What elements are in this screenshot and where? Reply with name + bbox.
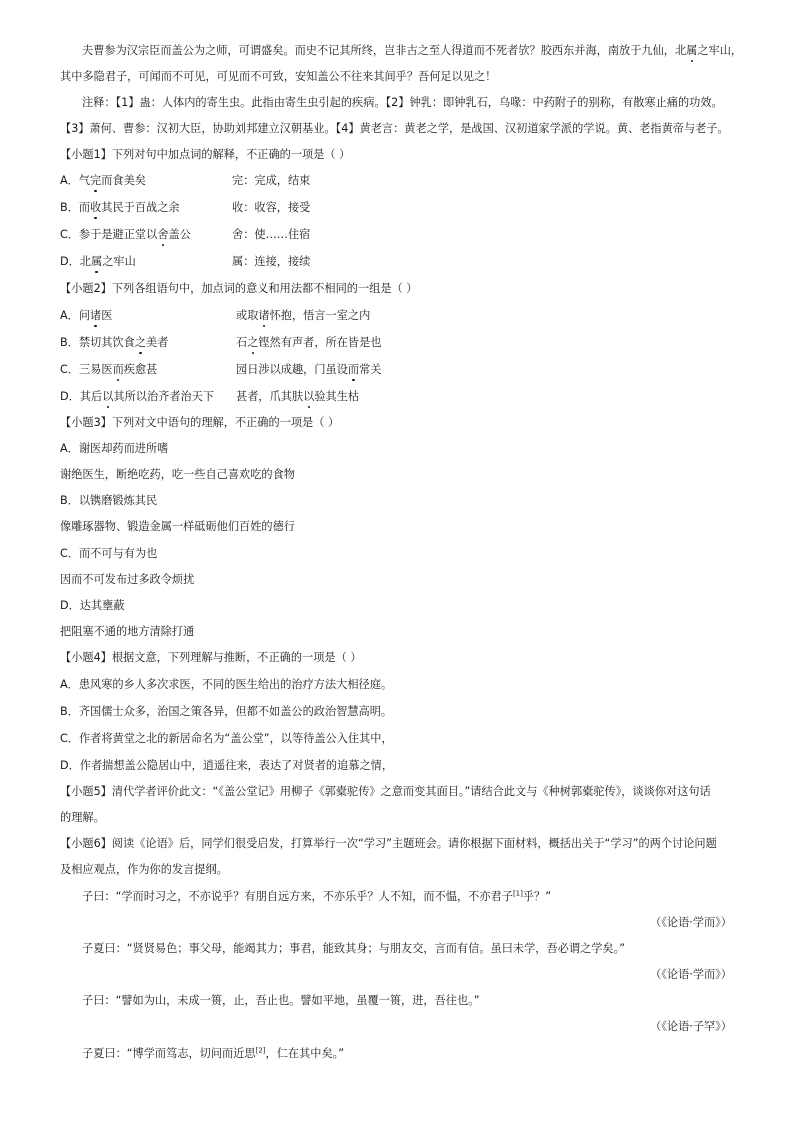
option-text: 石 — [236, 336, 248, 349]
emphasis-char: 以 — [102, 390, 114, 403]
option-right — [236, 389, 359, 405]
passage-text: 之牢山， — [697, 44, 743, 57]
footnote-ref: [1] — [512, 889, 523, 898]
option-text: 其所以治齐者治天下 — [113, 390, 215, 403]
quote-text: ，仁在其中矣。” — [265, 1047, 345, 1060]
q3-answer-a: 谢绝医生，断绝吃药，吃一些自己喜欢吃的食物 — [60, 468, 295, 481]
q3-answer-d: 把阻塞不通的地方清除打通 — [60, 625, 195, 638]
emphasis-char: 而 — [347, 363, 360, 376]
option-right — [236, 335, 381, 351]
q1-option-d — [60, 254, 736, 270]
option-text: 怀抱，悟言一室之内 — [269, 309, 371, 322]
q1-option-b — [60, 200, 736, 216]
option-gloss: 舍：使……住宿 — [232, 228, 311, 241]
q6-source-2: （《论语·学而》） — [650, 968, 732, 981]
notes-line-2: 【3】萧何、曹参：汉初大臣，协助刘邦建立汉朝基业。【4】黄老言：黄老之学，是战国、汉初道家学派的学说。黄、老指黄帝与老子。 — [60, 122, 729, 135]
option-text: 铿然有声者，所在皆是也 — [258, 336, 382, 349]
option-text: C．三易医 — [60, 363, 113, 376]
option-text: 而食美矣 — [101, 174, 146, 187]
q6-line-2: 及相应观点，作为你的发言提纲。 — [60, 863, 228, 876]
option-right — [236, 362, 381, 378]
passage-text: 夫曹参为汉宗臣而盖公为之师，可谓盛矣。而史不记其所终，岂非古之至人得道而不死者欤？胶西东并海，南放于九仙，北 — [82, 44, 687, 57]
emphasis-char: 以 — [303, 390, 315, 403]
option-text: A．气 — [60, 174, 91, 187]
option-text: B．而 — [60, 201, 91, 214]
option-text: B．禁切其饮食 — [60, 336, 135, 349]
q6-source-3: （《论语·子罕》） — [650, 1020, 732, 1033]
q4-option-d: D．作者揣想盖公隐居山中，逍遥往来，表达了对贤者的追慕之情， — [60, 759, 394, 772]
emphasis-char: 诸 — [258, 309, 270, 322]
q2-option-b — [60, 335, 736, 351]
option-text: 或取 — [236, 309, 259, 322]
q2-option-a — [60, 308, 736, 324]
q4-option-b: B．齐国儒士众多，治国之策各异，但都不如盖公的政治智慧高明。 — [60, 705, 393, 718]
passage-line-2: 其中多隐君子，可闻而不可见，可见而不可致，安知盖公不往来其间乎？吾何足以见之！ — [60, 70, 497, 83]
option-gloss: 完：完成，结束 — [232, 174, 311, 187]
q3-option-a: A．谢医却药而进所嗜 — [60, 442, 169, 455]
option-text: 疾愈甚 — [123, 363, 158, 376]
option-text: C．参于是避正堂以 — [60, 228, 158, 241]
q2-option-d — [60, 389, 736, 405]
option-text: 常关 — [359, 363, 382, 376]
notes-line-1: 注释：【1】蛊：人体内的寄生虫。此指由寄生虫引起的疾病。【2】钟乳：即钟乳石，乌喙：中药附子的别称，有散寒止痛的功效。 — [82, 96, 723, 109]
q6-line-1: 【小题6】阅读《论语》后，同学们很受启发，打算举行一次“学习”主题班会。请你根据下面材料，概括出关于“学习”的两个讨论问题 — [60, 837, 717, 850]
q6-quote-3: 子曰：“譬如为山，未成一篑，止，吾止也。譬如平地，虽覆一篑，进，吾往也。” — [82, 994, 480, 1007]
passage-line-1 — [82, 43, 743, 59]
emphasis-char: 收 — [90, 201, 102, 214]
emphasis-char: 属 — [91, 255, 103, 268]
q5-line-1: 【小题5】清代学者评价此文：“《盖公堂记》用柳子《郭橐驼传》之意而变其面目。”请结合此文与《种树郭橐驼传》，谈谈你对这句话 — [60, 785, 711, 798]
q4-option-c: C．作者将黄堂之北的新居命名为“盖公堂”，以等待盖公入住其中， — [60, 732, 393, 745]
option-text: D．北 — [60, 255, 91, 268]
option-gloss: 收：收容，接受 — [232, 201, 311, 214]
option-text: 甚者，爪其肤 — [236, 390, 304, 403]
option-gloss: 属：连接，接续 — [232, 255, 311, 268]
option-text: 其民于百战之余 — [101, 201, 180, 214]
emphasis-char: 舍 — [157, 228, 169, 241]
emphasis-char: 属 — [686, 44, 698, 57]
q2-option-c — [60, 362, 736, 378]
emphasis-char: 之 — [247, 336, 259, 349]
q4-stem: 【小题4】根据文意，下列理解与推断，不正确的一项是（ ） — [60, 651, 362, 664]
emphasis-char: 之 — [134, 336, 147, 349]
option-right — [236, 308, 370, 324]
q6-quote-1 — [82, 889, 736, 905]
q3-option-b: B．以镌磨锻炼其民 — [60, 494, 158, 507]
q4-option-a: A．患风寒的乡人多次求医，不同的医生给出的治疗方法大相径庭。 — [60, 678, 393, 691]
option-text: 医 — [101, 309, 113, 322]
option-text: 之牢山 — [102, 255, 136, 268]
q5-line-2: 的理解。 — [60, 811, 105, 824]
option-text: 美者 — [146, 336, 169, 349]
q3-stem: 【小题3】下列对文中语句的理解，不正确的一项是（ ） — [60, 416, 340, 429]
q3-answer-b: 像雕琢器物、锻造金属一样砥砺他们百姓的德行 — [60, 520, 295, 533]
q6-source-1: （《论语·学而》） — [650, 916, 732, 929]
option-text: D．其后 — [60, 390, 103, 403]
emphasis-char: 完 — [90, 174, 102, 187]
option-text: 验其生枯 — [314, 390, 360, 403]
q2-stem: 【小题2】下列各组语句中，加点词的意义和用法都不相同的一组是（ ） — [60, 282, 418, 295]
q3-option-d: D．达其壅蔽 — [60, 599, 125, 612]
q6-quote-2: 子夏曰：“贤贤易色；事父母，能竭其力；事君，能致其身；与朋友交，言而有信。虽曰未学，吾必谓之学矣。” — [82, 942, 625, 955]
emphasis-char: 诸 — [90, 309, 102, 322]
quote-text: 子曰：“学而时习之，不亦说乎？有朋自远方来，不亦乐乎？人不知，而不愠，不亦君子 — [82, 890, 513, 903]
q1-stem: 【小题1】下列对句中加点词的解释，不正确的一项是（ ） — [60, 148, 351, 161]
option-text: 盖公 — [168, 228, 191, 241]
q3-option-c: C．而不可与有为也 — [60, 547, 158, 560]
q1-option-c — [60, 227, 736, 243]
q1-option-a — [60, 173, 736, 189]
quote-text: 乎？” — [522, 890, 552, 903]
q3-answer-c: 因而不可发布过多政令烦扰 — [60, 573, 195, 586]
quote-text: 子夏曰：“博学而笃志，切问而近思 — [82, 1047, 256, 1060]
option-text: 园日涉以成趣，门虽设 — [236, 363, 348, 376]
q6-quote-4 — [82, 1046, 736, 1062]
emphasis-char: 而 — [112, 363, 124, 376]
option-text: A．问 — [60, 309, 91, 322]
footnote-ref: [2] — [255, 1046, 266, 1055]
